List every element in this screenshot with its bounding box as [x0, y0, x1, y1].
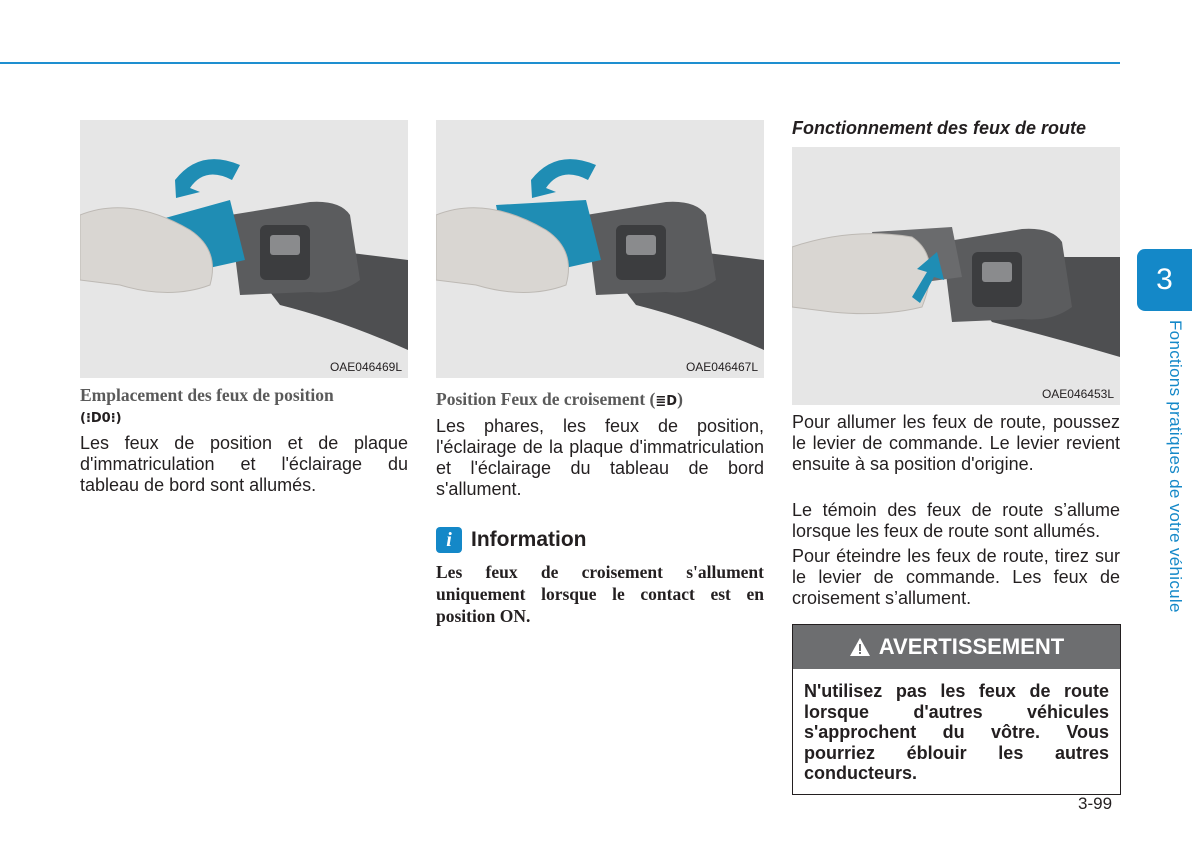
figure-position-lamps	[80, 120, 408, 378]
high-beam-paragraph: Le témoin des feux de route s’allume lorsque les feux de route sont allumés.	[792, 500, 1120, 541]
warning-box	[792, 624, 1121, 795]
high-beam-paragraph: Pour éteindre les feux de route, tirez sur le levier de commande. Les feux de croisement s’allument.	[792, 546, 1120, 608]
top-rule	[0, 62, 1120, 64]
info-icon: i	[436, 527, 462, 553]
lever-illustration	[436, 120, 764, 378]
position-lamps-heading: Emplacement des feux de position (⁝D0⁝)	[80, 385, 334, 426]
figure-low-beam	[436, 120, 764, 378]
page-number: 3-99	[1078, 794, 1113, 813]
figure-high-beam	[792, 147, 1120, 405]
low-beam-text: Les phares, les feux de position, l'éclairage de la plaque d'immatriculation et l'éclairage du tableau de bord s'allument.	[436, 416, 764, 499]
figure-code: OAE046453L	[1041, 387, 1114, 401]
information-text: Les feux de croisement s'allument uniquement lorsque le contact est en position ON.	[436, 562, 764, 626]
figure-code: OAE046469L	[329, 360, 402, 374]
lever-illustration	[80, 120, 408, 378]
warning-text: N'utilisez pas les feux de route lorsque d'autres véhicules s'approchent du vôtre. Vous pourriez éblouir les autres conducteurs.	[804, 681, 1109, 783]
figure-code: OAE046467L	[685, 360, 758, 374]
position-lamp-icon: (⁝D0⁝)	[80, 411, 122, 426]
chapter-number: 3	[1156, 263, 1173, 296]
chapter-title: Fonctions pratiques de votre véhicule	[1166, 320, 1185, 613]
section-title: Fonctionnement des feux de route	[792, 118, 1087, 138]
chapter-tab[interactable]	[1137, 249, 1192, 311]
warning-triangle-icon	[849, 637, 871, 657]
low-beam-heading: Position Feux de croisement (≣D)	[436, 389, 683, 409]
high-beam-paragraph: Pour allumer les feux de route, poussez le levier de commande. Le levier revient ensuite à sa position d'origine.	[792, 412, 1120, 474]
low-beam-icon: ≣D	[655, 394, 678, 409]
information-header	[436, 527, 587, 553]
position-lamps-text: Les feux de position et de plaque d'immatriculation et l'éclairage du tableau de bord sont allumés.	[80, 433, 408, 495]
information-label: Information	[471, 528, 587, 551]
warning-label: AVERTISSEMENT	[878, 634, 1065, 659]
lever-illustration	[792, 147, 1120, 405]
warning-header	[793, 625, 1120, 669]
